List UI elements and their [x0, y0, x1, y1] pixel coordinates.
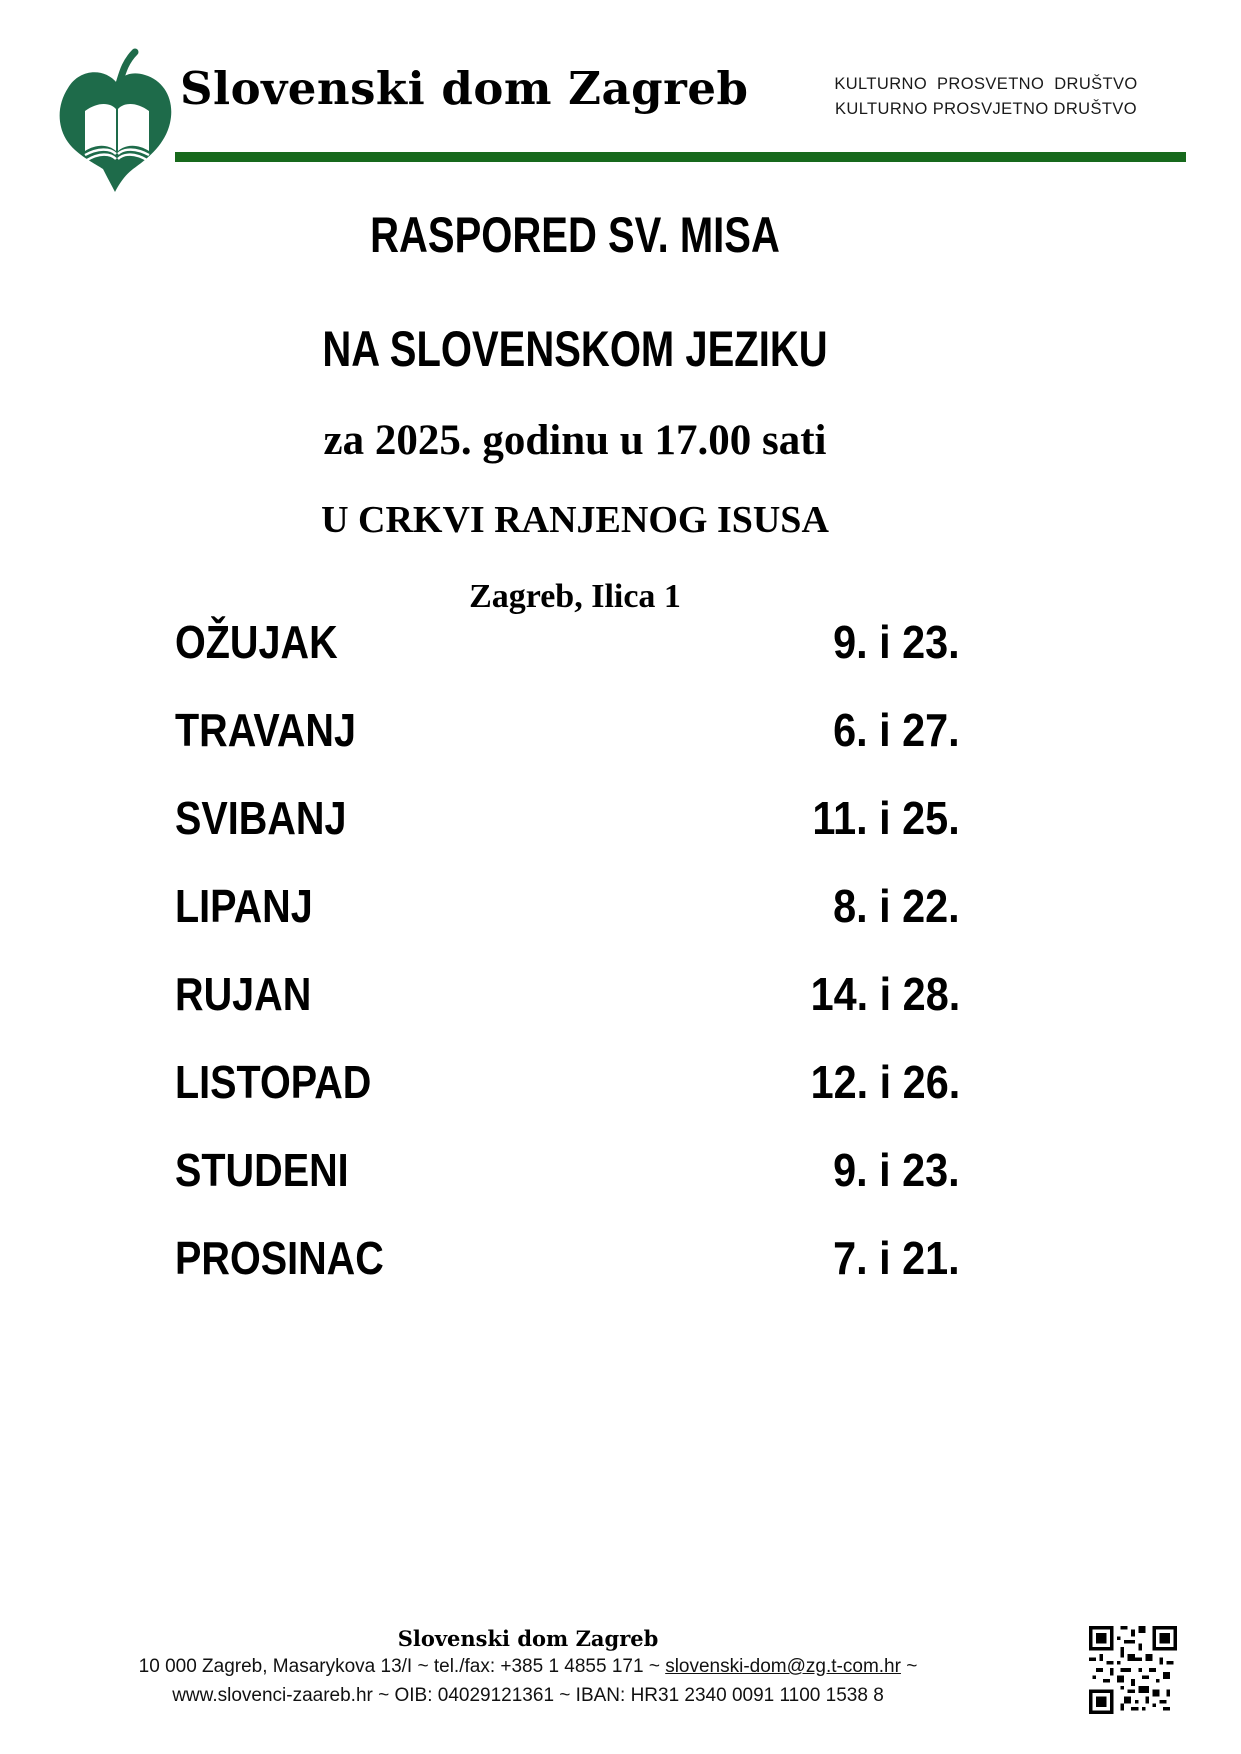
table-row: [175, 950, 960, 1038]
month-dates: 7. i 21.: [833, 1232, 960, 1284]
month-label: TRAVANJ: [175, 704, 356, 756]
title-line4: U CRKVI RANJENOG ISUSA: [321, 499, 829, 541]
footer-address-phone: 10 000 Zagreb, Masarykova 13/I ~ tel./fax: +385 1 4855 171 ~: [138, 1656, 666, 1677]
month-label: STUDENI: [175, 1144, 349, 1196]
leaf-open-book-logo-icon: [42, 44, 192, 196]
association-line1: KULTURNO PROSVETNO DRUŠTVO: [834, 75, 1138, 93]
month-label: OŽUJAK: [175, 616, 338, 668]
header-rule: [175, 152, 1186, 162]
table-row: [175, 1038, 960, 1126]
footer-org-name: Slovenski dom Zagreb: [397, 1626, 659, 1651]
footer-line1-tail: ~: [900, 1656, 918, 1677]
month-dates: 12. i 26.: [810, 1056, 960, 1108]
month-label: SVIBANJ: [175, 792, 347, 844]
footer-ids-line: www.slovenci-zaareb.hr ~ OIB: 04029121361 ~ IBAN: HR31 2340 0091 1100 1538 8: [172, 1685, 884, 1706]
month-dates: 9. i 23.: [833, 616, 960, 668]
table-row: [175, 1214, 960, 1302]
table-row: [175, 862, 960, 950]
email-link[interactable]: slovenski-dom@zg.t-com.hr: [665, 1656, 901, 1677]
table-row: [175, 1126, 960, 1214]
footer-block: [0, 1626, 1056, 1710]
month-dates: 11. i 25.: [812, 792, 960, 844]
table-row: [175, 686, 960, 774]
title-line2: NA SLOVENSKOM JEZIKU: [322, 321, 828, 377]
title-line3: za 2025. godinu u 17.00 sati: [323, 417, 827, 464]
month-label: PROSINAC: [175, 1232, 384, 1284]
association-line2: KULTURNO PROSVJETNO DRUŠTVO: [834, 100, 1138, 118]
month-dates: 9. i 23.: [833, 1144, 960, 1196]
month-label: LIPANJ: [175, 880, 313, 932]
title-line5: Zagreb, Ilica 1: [469, 578, 681, 615]
table-row: [175, 774, 960, 862]
title-line1: RASPORED SV. MISA: [370, 207, 780, 263]
month-dates: 14. i 28.: [810, 968, 960, 1020]
association-subtitle: [826, 72, 1146, 122]
table-row: [175, 598, 960, 686]
month-label: RUJAN: [175, 968, 312, 1020]
footer-contact-line: [0, 1652, 1056, 1681]
month-dates: 6. i 27.: [833, 704, 960, 756]
header-org-name: Slovenski dom Zagreb: [180, 62, 749, 115]
month-label: LISTOPAD: [175, 1056, 372, 1108]
qr-code-icon: [1089, 1626, 1177, 1714]
mass-schedule-table: [175, 598, 960, 1302]
month-dates: 8. i 22.: [833, 880, 960, 932]
